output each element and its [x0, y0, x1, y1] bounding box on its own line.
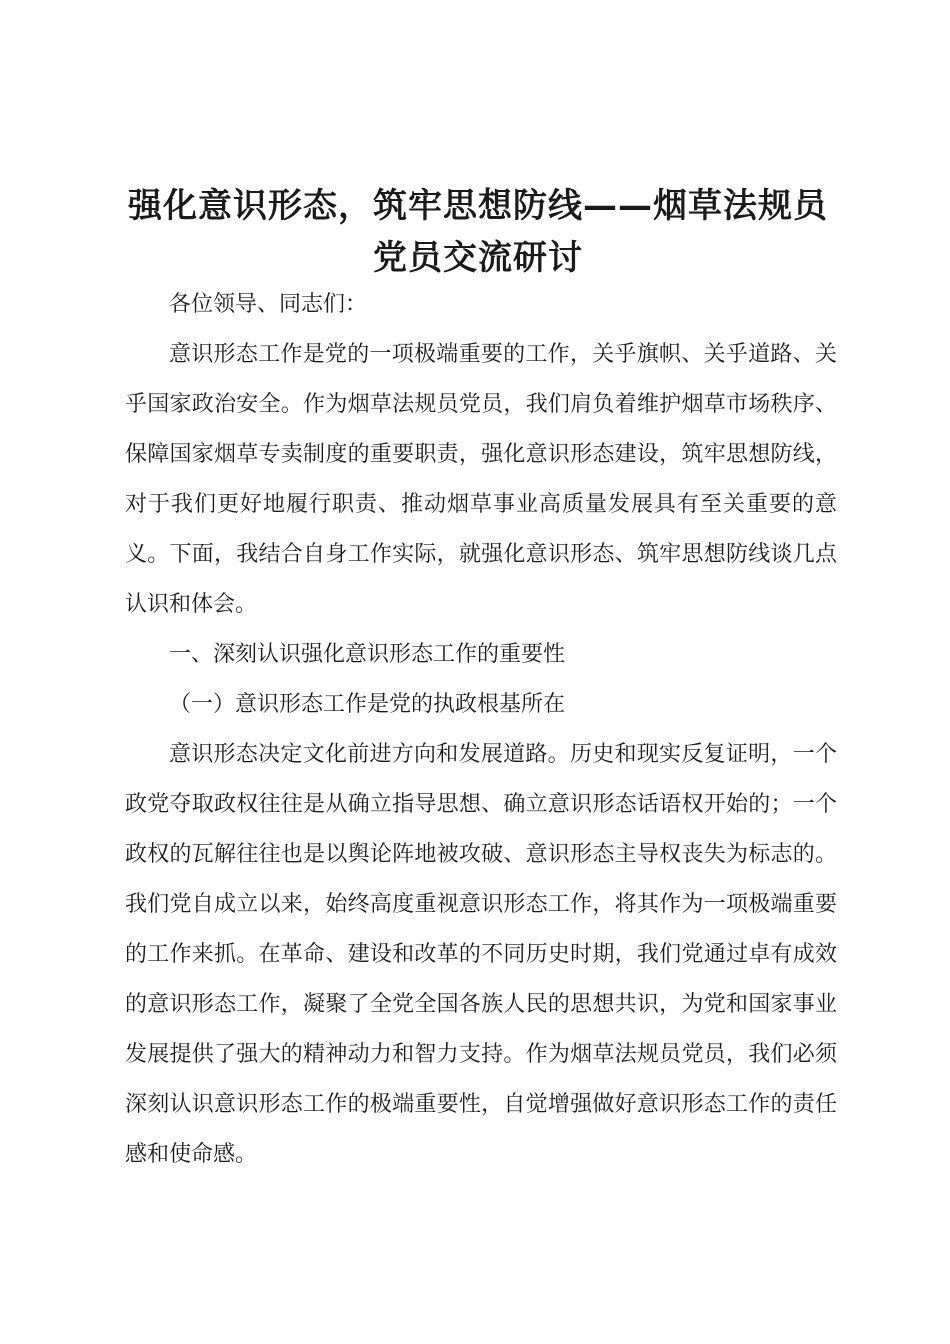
paragraph-intro: 意识形态工作是党的一项极端重要的工作，关乎旗帜、关乎道路、关乎国家政治安全。作为烟草法规员党员，我们肩负着维护烟草市场秩序、保障国家烟草专卖制度的重要职责，强化意识形态建设，筑牢思想防线，对于我们更好地履行职责、推动烟草事业高质量发展具有至关重要的意义。下面，我结合自身工作实际，就强化意识形态、筑牢思想防线谈几点认识和体会。 [125, 342, 837, 617]
title-line-2: 党员交流研讨 [373, 238, 583, 278]
salutation: 各位领导、同志们： [169, 292, 368, 317]
section-heading-1: 一、深刻认识强化意识形态工作的重要性 [169, 642, 566, 667]
document-title [120, 180, 836, 284]
paragraph-body-1: 意识形态决定文化前进方向和发展道路。历史和现实反复证明，一个政党夺取政权往往是从确立指导思想、确立意识形态话语权开始的；一个政权的瓦解往往也是以舆论阵地被攻破、意识形态主导权丧失为标志的。我们党自成立以来，始终高度重视意识形态工作，将其作为一项极端重要的工作来抓。在革命、建设和改革的不同历史时期，我们党通过卓有成效的意识形态工作，凝聚了全党全国各族人民的思想共识，为党和国家事业发展提供了强大的精神动力和智力支持。作为烟草法规员党员，我们必须深刻认识意识形态工作的极端重要性，自觉增强做好意识形态工作的责任感和使命感。 [125, 742, 837, 1167]
subsection-heading-1: （一）意识形态工作是党的执政根基所在 [169, 692, 566, 717]
title-line-1: 强化意识形态，筑牢思想防线——烟草法规员 [128, 186, 828, 226]
document-body [125, 280, 837, 1180]
